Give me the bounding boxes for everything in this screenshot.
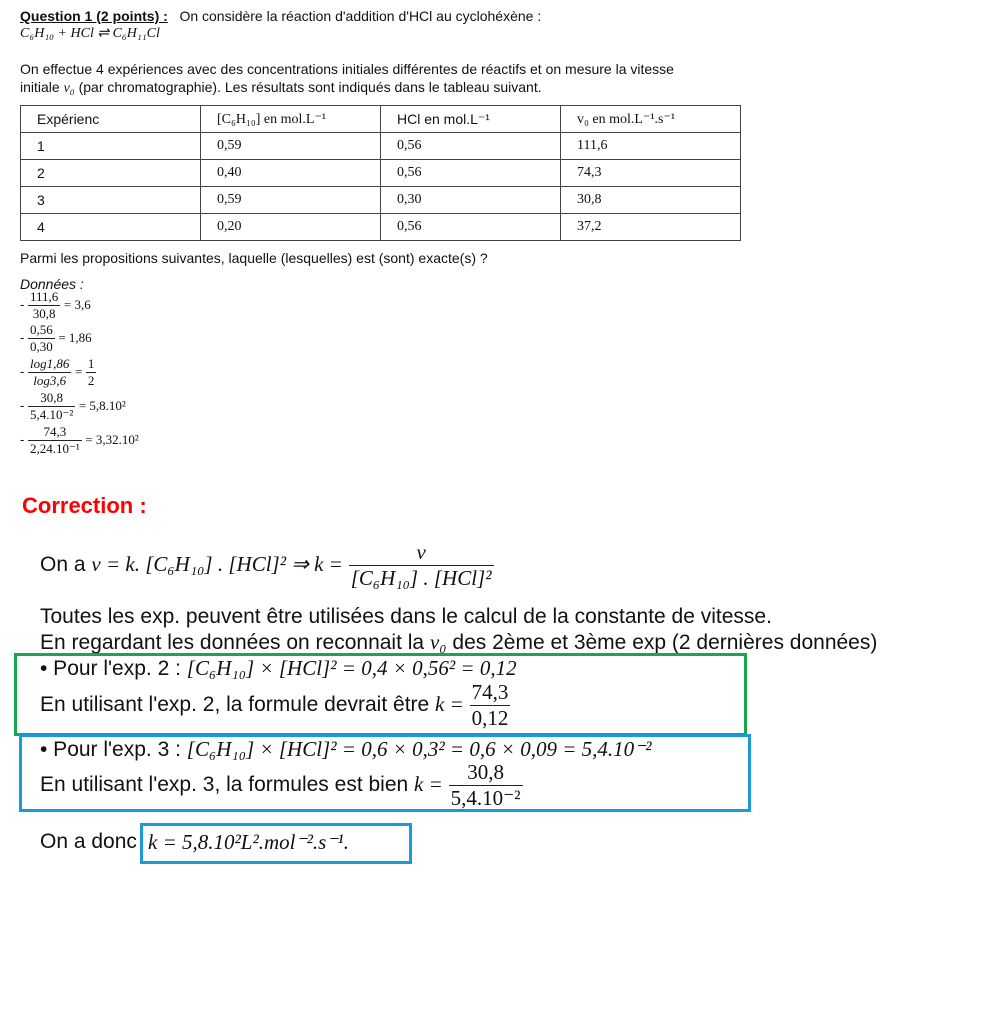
final-k-value: k = 5,8.10²L².mol⁻².s⁻¹. [148,830,349,854]
cell: 111,6 [561,133,741,160]
cell: 0,40 [201,160,381,187]
denominator: 30,8 [32,306,56,321]
numerator: 1 [87,356,95,371]
cell: 2 [21,160,201,187]
cell: 4 [21,214,201,241]
reaction-equation: C₆H₁₀ + HCl ⇌ C₆H₁₁Cl [20,26,160,41]
denominator: 0,12 [471,706,509,730]
cell: 0,56 [381,133,561,160]
denominator: 2 [87,373,95,388]
denominator: 5,4.10⁻² [29,407,74,422]
table-header-row [21,106,741,133]
result: = 3,32.10² [85,431,139,447]
denominator: log3,6 [33,373,67,388]
cell: 30,8 [561,187,741,214]
v0-symbol: v₀ [63,81,75,96]
results-table [20,105,741,241]
text: En utilisant l'exp. 2, la formule devrait être [40,693,430,717]
donnee-5: - $\frac{74,3}{\text{2,24.10⁻¹}}$ = 3,32.10² [20,424,139,456]
result: = 5,8.10² [78,397,126,413]
numerator: 0,56 [29,322,53,337]
result: = 3,6 [63,296,91,312]
donnee-3: - $\frac{\log 1,86}{\log 3,6}$ = $\frac{1}{2}$ [20,356,95,388]
table-row [21,187,741,214]
question-title: Question 1 (2 points) : [20,8,168,24]
header-cell: [C₆H₁₀] en mol.L⁻¹ [201,106,381,133]
exp3-line [40,737,652,762]
denominator: 5,4.10⁻² [450,786,521,810]
cell: 0,59 [201,133,381,160]
cell: 0,20 [201,214,381,241]
numerator: log1,86 [29,356,70,371]
question-intro: On considère la réaction d'addition d'HCl au cyclohéxène : [179,8,542,24]
paragraph-line-1: On effectue 4 expériences avec des concentrations initiales différentes de réactifs et on mesure la vitesse [20,61,674,77]
denominator: 0,30 [29,339,53,354]
numerator: v [349,540,494,566]
table-row [21,133,741,160]
text: En regardant les données on reconnait la [40,631,425,654]
rate-law-equation: v = k. [C₆H₁₀] . [HCl]² ⇒ k = [91,552,343,577]
text: • Pour l'exp. 2 : [40,657,181,680]
k-symbol: k = [435,692,464,717]
exp2-line [40,656,517,681]
header-cell: Expérienc [21,106,201,133]
numerator: 30,8 [449,760,523,786]
cell: 1 [21,133,201,160]
cell: 0,56 [381,214,561,241]
cell: 0,59 [201,187,381,214]
denominator: 2,24.10⁻¹ [29,441,80,456]
text: En utilisant l'exp. 3, la formules est bien [40,773,409,797]
denominator: [C₆H₁₀] . [HCl]² [350,566,492,590]
question-prompt: Parmi les propositions suivantes, laquelle (lesquelles) est (sont) exacte(s) ? [20,250,488,266]
header-cell: v₀ en mol.L⁻¹.s⁻¹ [561,106,741,133]
donnees-label: Données : [20,276,84,292]
text: On a [40,553,86,577]
final-result-line [40,830,137,854]
cell: 0,30 [381,187,561,214]
numerator: 30,8 [28,390,75,407]
exp3-formula-line [40,760,523,811]
cell: 0,56 [381,160,561,187]
exp2-formula-line [40,680,510,731]
text: On a donc [40,830,137,853]
correction-title: Correction : [22,493,147,518]
numerator: 74,3 [28,424,82,441]
donnee-4: - $\frac{30,8}{\text{5,4.10⁻²}}$ = 5,8.10² [20,390,126,422]
cell: 74,3 [561,160,741,187]
text: des 2ème et 3ème exp (2 dernières données) [452,631,878,654]
result: = [74,363,83,379]
exp3-equation: [C₆H₁₀] × [HCl]² = 0,6 × 0,3² = 0,6 × 0,09 = 5,4.10⁻² [186,737,652,761]
correction-line-3 [40,630,877,655]
numerator: 74,3 [471,680,509,704]
cell: 3 [21,187,201,214]
correction-line-2: Toutes les exp. peuvent être utilisées dans le calcul de la constante de vitesse. [40,605,772,628]
donnee-2: - $\frac{0,56}{0,30}$ = 1,86 [20,322,92,354]
k-symbol: k = [414,772,443,797]
rate-law-line [40,540,494,591]
text: (par chromatographie). Les résultats sont indiqués dans le tableau suivant. [78,79,542,95]
table-row [21,214,741,241]
exp2-equation: [C₆H₁₀] × [HCl]² = 0,4 × 0,56² = 0,12 [186,656,517,680]
donnee-1: - $\frac{111,6}{30,8}$ = 3,6 [20,289,91,321]
result: = 1,86 [58,329,92,345]
text: initiale [20,79,60,95]
paragraph-line-2 [20,79,542,97]
question-header [20,8,541,24]
table-row [21,160,741,187]
v0-symbol: v₀ [429,630,447,654]
header-cell: HCl en mol.L⁻¹ [381,106,561,133]
text: • Pour l'exp. 3 : [40,738,181,761]
cell: 37,2 [561,214,741,241]
numerator: 111,6 [29,289,59,304]
